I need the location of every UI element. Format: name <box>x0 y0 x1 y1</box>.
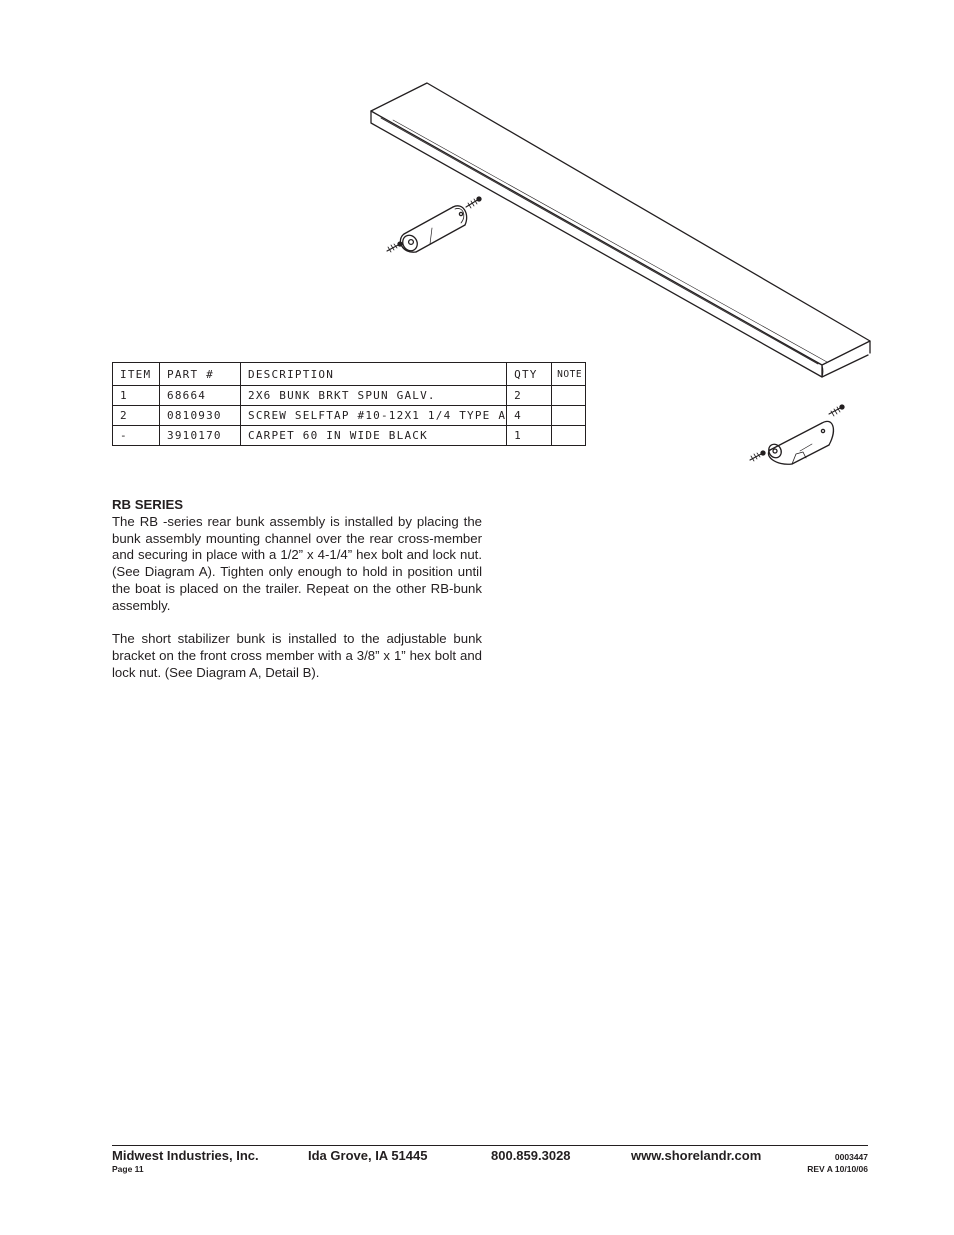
rb-series-section <box>112 497 482 682</box>
screw-upper-right <box>466 197 481 208</box>
paragraph-rear-bunk: The RB -series rear bunk assembly is installed by placing the bunk assembly mounting channel over the rear cross-member and securing in place with a 1/2” x 4-1/4” hex bolt and lock nut. (See Diagram A). Tighten only enough to hold in position until the boat is placed on the trailer. Repeat on the other RB-bunk assembly. <box>112 513 482 613</box>
bunk-board <box>371 83 870 377</box>
column-header-description: DESCRIPTION <box>241 363 507 386</box>
cell-note <box>552 426 586 446</box>
cell-qty: 2 <box>507 386 552 406</box>
table-header-row <box>113 363 586 386</box>
table-row <box>113 426 586 446</box>
cell-item: 2 <box>113 406 160 426</box>
footer-phone: 800.859.3028 <box>491 1148 571 1163</box>
cell-part-number: 68664 <box>160 386 241 406</box>
column-header-item: ITEM <box>113 363 160 386</box>
table-row <box>113 406 586 426</box>
section-title: RB SERIES <box>112 497 184 512</box>
footer-website[interactable]: www.shorelandr.com <box>631 1148 762 1163</box>
cell-item: - <box>113 426 160 446</box>
footer-page-number: Page 11 <box>112 1164 144 1174</box>
cell-part-number: 3910170 <box>160 426 241 446</box>
column-header-part-number: PART # <box>160 363 241 386</box>
cell-description: CARPET 60 IN WIDE BLACK <box>241 426 507 446</box>
paragraph-stabilizer-bunk: The short stabilizer bunk is installed to the adjustable bunk bracket on the front cross member with a 3/8” x 1” hex bolt and lock nut. (See Diagram A, Detail B). <box>112 631 482 680</box>
column-header-qty: QTY <box>507 363 552 386</box>
footer-location: Ida Grove, IA 51445 <box>308 1148 428 1163</box>
bunk-bracket-lower <box>766 421 833 464</box>
cell-note <box>552 406 586 426</box>
cell-description: SCREW SELFTAP #10-12X1 1/4 TYPE A <box>241 406 507 426</box>
footer-company: Midwest Industries, Inc. <box>112 1148 259 1163</box>
cell-qty: 1 <box>507 426 552 446</box>
cell-note <box>552 386 586 406</box>
column-header-note: NOTE <box>552 363 586 386</box>
cell-description: 2X6 BUNK BRKT SPUN GALV. <box>241 386 507 406</box>
parts-list-table <box>112 362 586 446</box>
cell-item: 1 <box>113 386 160 406</box>
footer-divider <box>112 1145 868 1146</box>
screw-lower-left <box>750 451 765 461</box>
footer-doc-number: 0003447 <box>834 1152 868 1162</box>
footer-revision: REV A 10/10/06 <box>807 1164 868 1174</box>
bunk-bracket-upper <box>400 206 467 254</box>
screw-lower-right <box>829 405 844 416</box>
table-row <box>113 386 586 406</box>
screw-upper-left <box>387 242 402 252</box>
cell-qty: 4 <box>507 406 552 426</box>
cell-part-number: 0810930 <box>160 406 241 426</box>
